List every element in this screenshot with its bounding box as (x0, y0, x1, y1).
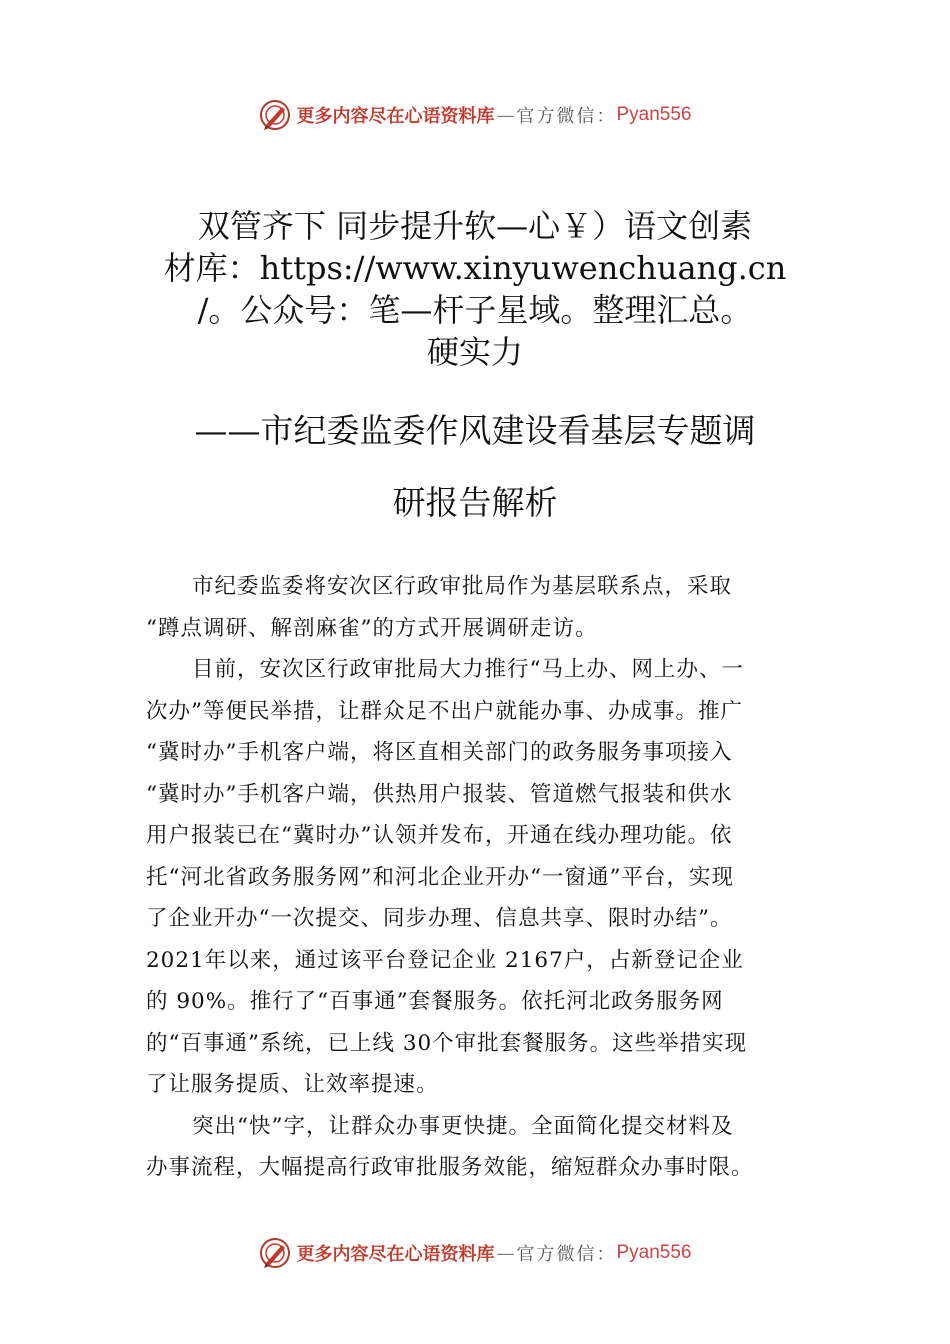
text-line: 市纪委监委将安次区行政审批局作为基层联系点，采取 (192, 574, 733, 599)
text-line: “冀时办”手机客户端，将区直相关部门的政务服务事项接入 (146, 740, 733, 765)
text-line: 了企业开办“一次提交、同步办理、信息共享、限时办结”。 (146, 906, 733, 931)
banner-main-text: 更多内容尽在心语资料库 (296, 106, 495, 127)
title-line: 双管齐下 同步提升软—心￥）语文创素 (197, 207, 753, 245)
subtitle-line: 研报告解析 (392, 483, 558, 522)
pen-logo-icon (258, 1236, 292, 1270)
body-text (146, 566, 806, 1189)
text-line: 目前，安次区行政审批局大力推行“马上办、网上办、一 (192, 657, 744, 682)
footer-banner (0, 1233, 950, 1273)
text-line: 次办”等便民举措，让群众足不出户就能办事、办成事。推广 (146, 698, 743, 724)
subtitle-line: ——市纪委监委作风建设看基层专题调 (194, 411, 756, 450)
text-line: “蹲点调研、解剖麻雀”的方式开展调研走访。 (146, 615, 598, 641)
banner-wechat-id: Pyan556 (616, 104, 692, 125)
text-line: 用户报装已在“冀时办”认领并发布，开通在线办理功能。依 (146, 823, 733, 848)
banner-wechat-label: 官方微信： (516, 106, 617, 127)
text-line: 托“河北省政务服务网”和河北企业开办“一窗通”平台，实现 (146, 864, 734, 890)
banner-wechat-label: 官方微信： (516, 1244, 617, 1265)
text-line: 办事流程，大幅提高行政审批服务效能，缩短群众办事时限。 (146, 1155, 754, 1180)
banner-main-text: 更多内容尽在心语资料库 (296, 1244, 495, 1265)
pen-logo-icon (258, 98, 292, 132)
paragraph (146, 649, 806, 1106)
banner-dash: — (496, 1242, 515, 1264)
title-line: 硬实力 (426, 333, 523, 371)
text-line: 的 90%。推行了“百事通”套餐服务。依托河北政务服务网 (146, 989, 724, 1014)
document-subtitle (140, 395, 810, 539)
header-banner (0, 95, 950, 135)
title-line: 材库：https://www.xinyuwenchuang.cn (163, 249, 787, 287)
banner-wechat-id: Pyan556 (616, 1242, 692, 1263)
document-title (160, 205, 790, 373)
text-line: “冀时办”手机客户端，供热用户报装、管道燃气报装和供水 (146, 781, 733, 807)
banner-dash: — (496, 104, 515, 126)
text-line: 了让服务提质、让效率提速。 (146, 1072, 439, 1097)
paragraph (146, 566, 806, 649)
text-line: 的“百事通”系统，已上线 30个审批套餐服务。这些举措实现 (146, 1030, 748, 1056)
text-line: 2021年以来，通过该平台登记企业 2167户，占新登记企业 (146, 947, 744, 973)
paragraph (146, 1106, 806, 1189)
title-line: /。公众号：笔—杆子星域。整理汇总。 (197, 291, 753, 329)
text-line: 突出“快”字，让群众办事更快捷。全面简化提交材料及 (192, 1113, 734, 1139)
